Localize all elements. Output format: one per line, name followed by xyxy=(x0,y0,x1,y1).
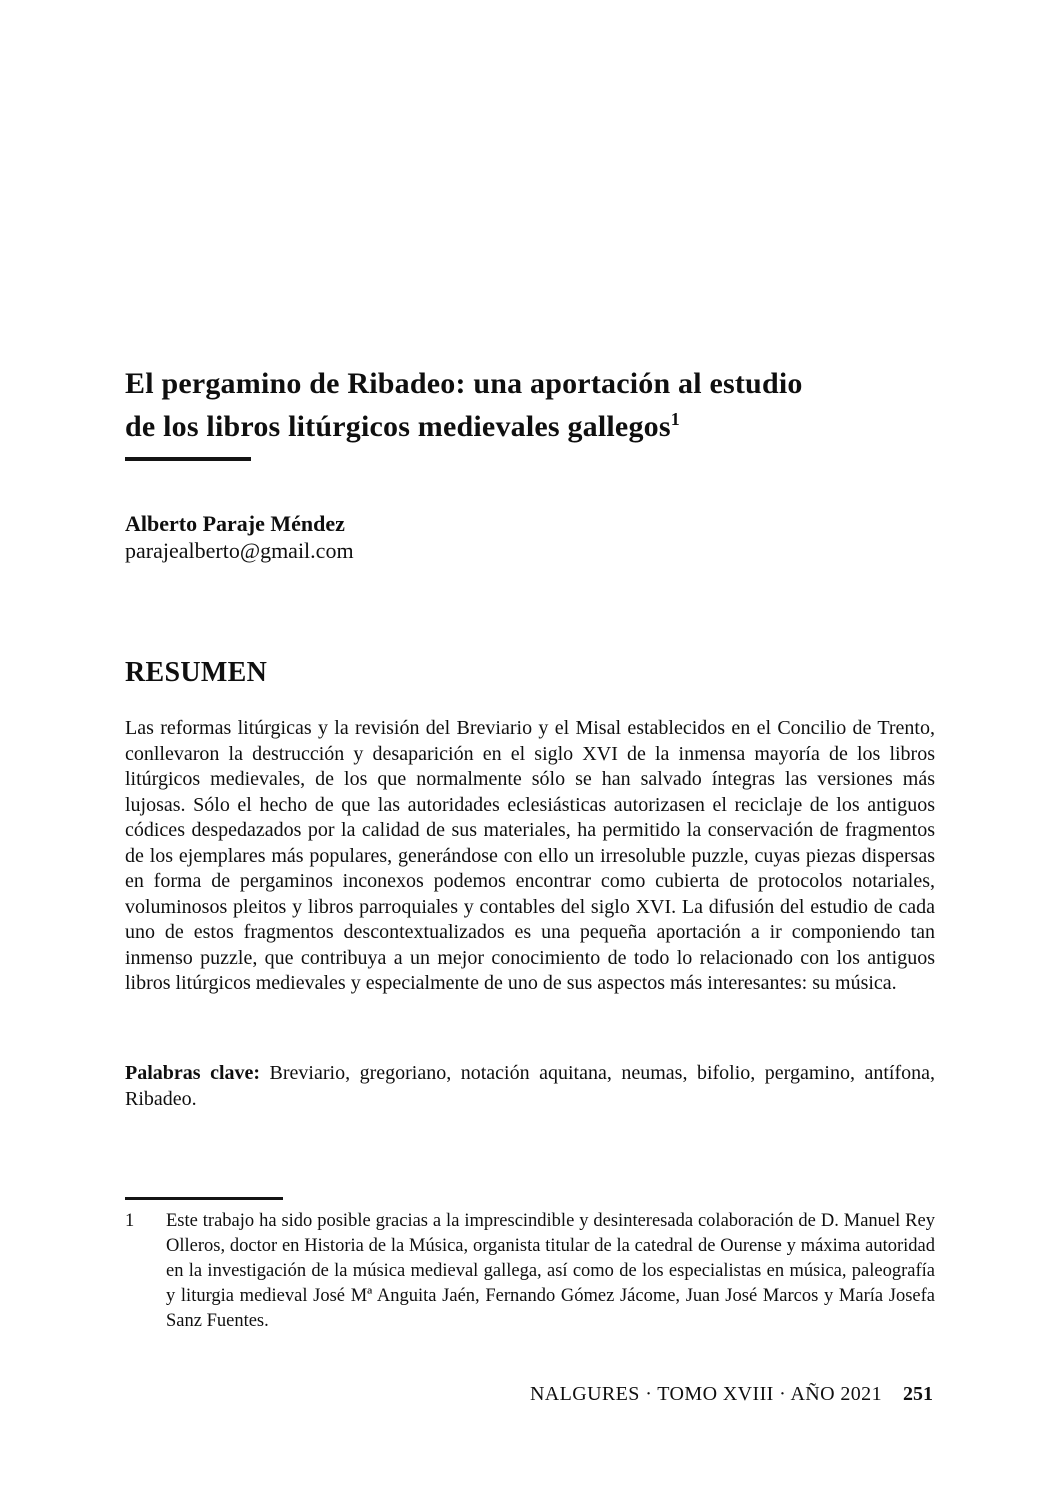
article-title-line-1: El pergamino de Ribadeo: una aportación al estudio xyxy=(125,367,803,400)
article-title-line-2 xyxy=(125,405,937,448)
journal-line: NALGURES · TOMO XVIII · AÑO 2021 xyxy=(529,1383,882,1405)
footnote-rule xyxy=(125,1197,283,1200)
title-block xyxy=(125,362,937,461)
footnote xyxy=(125,1209,935,1334)
page-footer xyxy=(530,1382,933,1406)
keywords-label: Palabras clave: xyxy=(125,1062,261,1084)
keywords-text: Breviario, gregoriano, notación aquitana, neumas, bifolio, pergamino, antífona, Ribadeo. xyxy=(125,1062,936,1110)
title-rule xyxy=(125,457,251,461)
footnote-number: 1 xyxy=(125,1211,135,1231)
resumen-heading: RESUMEN xyxy=(125,657,268,688)
article-title xyxy=(125,362,937,448)
author-block xyxy=(125,510,937,564)
title-footnote-ref: 1 xyxy=(670,409,680,429)
keywords xyxy=(125,1060,935,1112)
author-email: parajealberto@gmail.com xyxy=(125,538,354,563)
footnote-text: Este trabajo ha sido posible gracias a la imprescindible y desinteresada colaboración de D. Manuel Rey Olleros, doctor en Historia de la Música, organista titular de la catedral de Ourense y máxima autoridad en la investigación de la música medieval gallega, así como de los especialistas en música, paleografía y liturgia medieval José Mª Anguita Jaén, Fernando Gómez Jácome, Juan José Marcos y María Josefa Sanz Fuentes. xyxy=(166,1211,935,1331)
author-name: Alberto Paraje Méndez xyxy=(125,511,345,536)
footnote-block xyxy=(125,1197,935,1334)
page-number: 251 xyxy=(903,1383,933,1405)
article-title-line-2-text: de los libros litúrgicos medievales gallegos xyxy=(125,410,671,443)
resumen-body: Las reformas litúrgicas y la revisión del Breviario y el Misal establecidos en el Concilio de Trento, conllevaron la destrucción y desaparición en el siglo XVI de la inmensa mayoría de los libros litúrgicos medievales, de los que normalmente sólo se han salvado íntegras las versiones más lujosas. Sólo el hecho de que las autoridades eclesiásticas autorizasen el reciclaje de los antiguos códices despedazados por la calidad de sus materiales, ha permitido la conservación de fragmentos de los ejemplares más populares, generándose con ello un irresoluble puzzle, cuyas piezas dispersas en forma de pergaminos inconexos podemos encontrar como cubierta de protocolos notariales, voluminosos pleitos y libros parroquiales y contables del siglo XVI. La difusión del estudio de cada uno de estos fragmentos descontextualizados es una pequeña aportación a ir componiendo tan inmenso puzzle, que contribuya a un mejor conocimiento de todo lo relacionado con los antiguos libros litúrgicos medievales y especialmente de uno de sus aspectos más interesantes: su música. xyxy=(125,717,935,994)
